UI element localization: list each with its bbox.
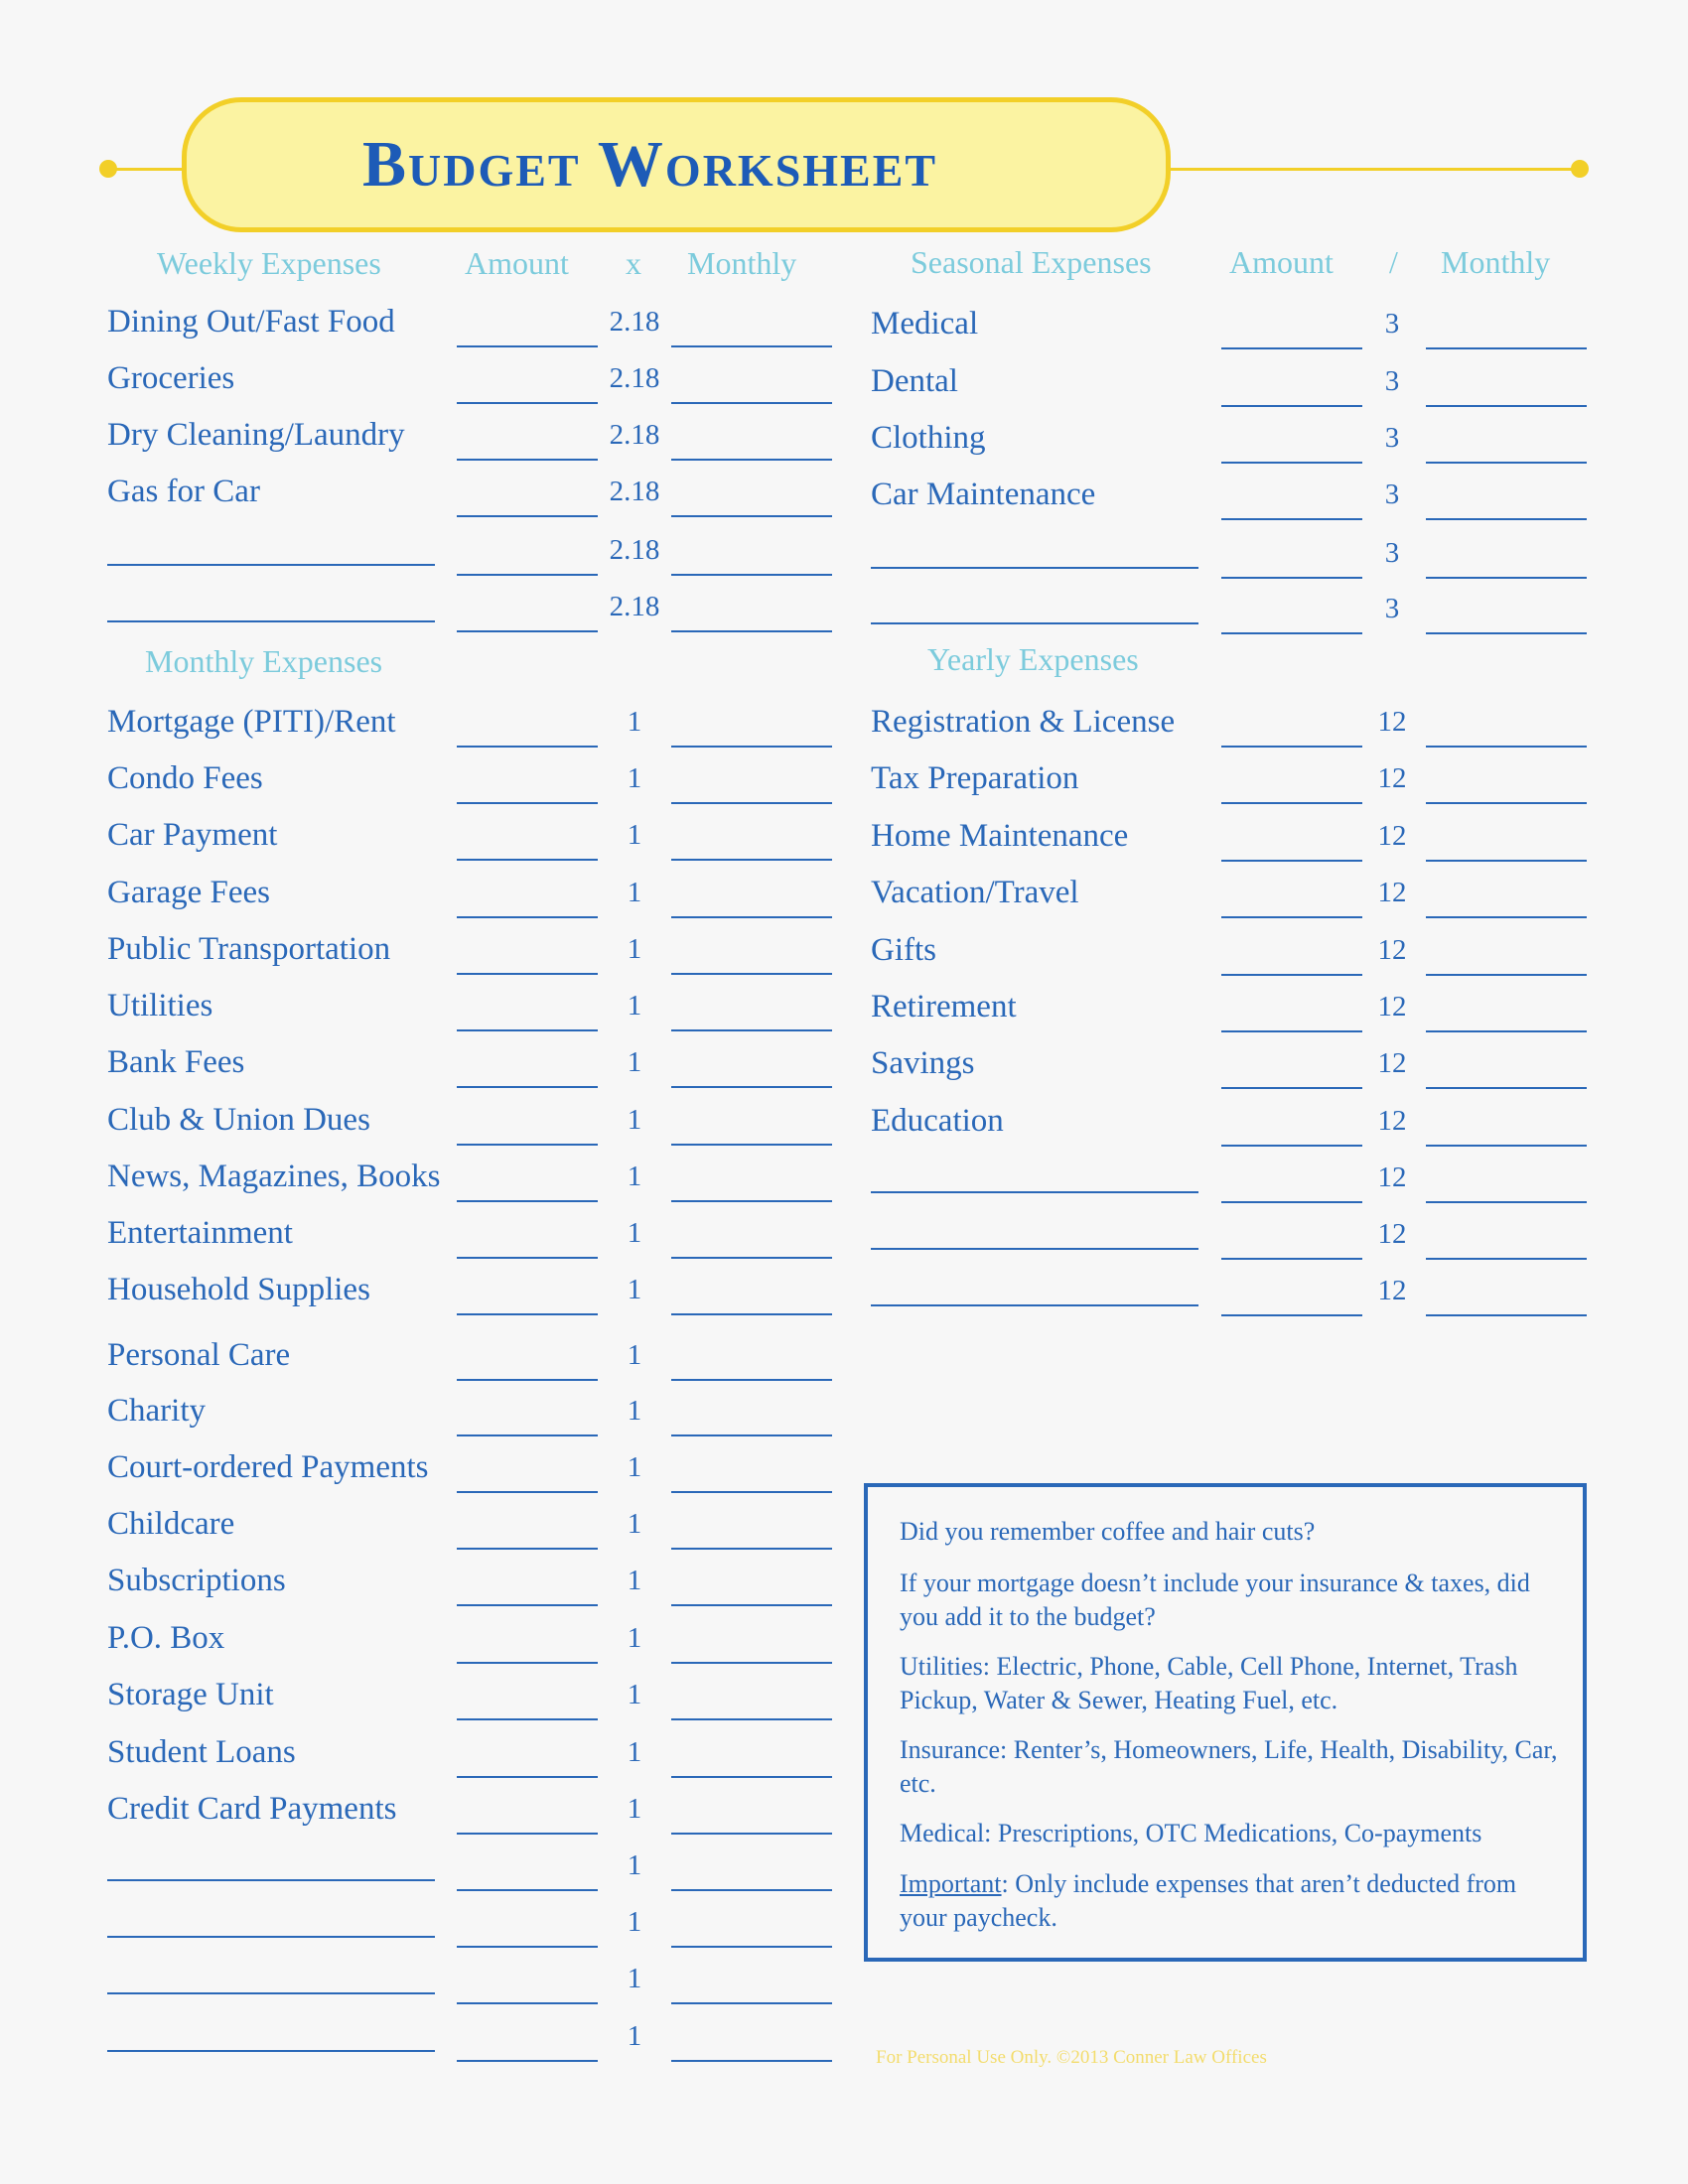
monthly-row-amount-field[interactable] [457,1604,598,1606]
weekly-row-factor: 2.18 [609,306,660,338]
monthly-row-blank-line[interactable] [107,1879,435,1881]
monthly-row-monthly-field[interactable] [671,1946,832,1948]
monthly-row-label: Childcare [107,1506,235,1542]
seasonal-row-monthly-field[interactable] [1426,577,1587,579]
monthly-row-label: Court-ordered Payments [107,1449,429,1485]
monthly-row-monthly-field[interactable] [671,1604,832,1606]
monthly-row-monthly-field[interactable] [671,1718,832,1720]
weekly-operator-heading: x [626,245,641,281]
monthly-row-factor: 1 [627,1160,642,1192]
weekly-row-monthly-field[interactable] [671,459,832,461]
seasonal-row-amount-field[interactable] [1221,632,1362,634]
tip-important [900,1867,1565,1935]
tip-medical: Medical: Prescriptions, OTC Medications, Co-payments [900,1819,1482,1847]
monthly-row-monthly-field[interactable] [671,802,832,804]
yearly-row-label: Savings [871,1045,975,1081]
monthly-row-factor: 1 [627,933,642,965]
important-text: : Only include expenses that aren’t deducted from your paycheck. [900,1869,1517,1932]
yearly-row-factor: 12 [1377,820,1407,852]
footer-copyright: For Personal Use Only. ©2013 Conner Law Offices [876,2047,1267,2068]
monthly-row-amount-field[interactable] [457,973,598,975]
monthly-row-blank-line[interactable] [107,1936,435,1938]
yearly-row-monthly-field[interactable] [1426,860,1587,862]
monthly-row-monthly-field[interactable] [671,1144,832,1146]
seasonal-operator-heading: / [1389,244,1398,280]
yearly-row-label: Retirement [871,989,1017,1024]
seasonal-row-amount-field[interactable] [1221,577,1362,579]
seasonal-amount-heading: Amount [1229,244,1334,280]
monthly-row-label: Utilities [107,988,213,1024]
monthly-row-amount-field[interactable] [457,1029,598,1031]
seasonal-row-monthly-field[interactable] [1426,518,1587,520]
seasonal-row-amount-field[interactable] [1221,518,1362,520]
monthly-row-monthly-field[interactable] [671,1833,832,1835]
monthly-row-monthly-field[interactable] [671,1776,832,1778]
yearly-row-monthly-field[interactable] [1426,1030,1587,1032]
monthly-row-monthly-field[interactable] [671,1257,832,1259]
seasonal-row-label: Dental [871,363,958,399]
yearly-row-amount-field[interactable] [1221,1201,1362,1203]
monthly-row-monthly-field[interactable] [671,2060,832,2062]
yearly-row-amount-field[interactable] [1221,974,1362,976]
weekly-row-label: Groceries [107,360,235,396]
weekly-row-label: Gas for Car [107,474,260,509]
monthly-row-monthly-field[interactable] [671,916,832,918]
seasonal-row-monthly-field[interactable] [1426,462,1587,464]
monthly-expenses-heading: Monthly Expenses [145,643,383,679]
weekly-row-label: Dry Cleaning/Laundry [107,417,405,453]
seasonal-expenses-heading: Seasonal Expenses [911,244,1152,280]
seasonal-row-label: Medical [871,306,979,341]
weekly-row-monthly-field[interactable] [671,345,832,347]
yearly-row-monthly-field[interactable] [1426,1087,1587,1089]
tip-coffee: Did you remember coffee and hair cuts? [900,1517,1316,1546]
yearly-row-factor: 12 [1377,762,1407,794]
monthly-row-amount-field[interactable] [457,2002,598,2004]
seasonal-row-label: Clothing [871,420,986,456]
monthly-row-amount-field[interactable] [457,1718,598,1720]
monthly-row-factor: 1 [627,1565,642,1596]
seasonal-row-amount-field[interactable] [1221,347,1362,349]
monthly-row-factor: 1 [627,1274,642,1305]
monthly-row-monthly-field[interactable] [671,1889,832,1891]
yearly-row-amount-field[interactable] [1221,1314,1362,1316]
monthly-row-monthly-field[interactable] [671,1086,832,1088]
yearly-row-factor: 12 [1377,1275,1407,1306]
monthly-row-label: News, Magazines, Books [107,1159,441,1194]
monthly-row-factor: 1 [627,1793,642,1825]
monthly-row-label: Condo Fees [107,760,263,796]
monthly-row-factor: 1 [627,1906,642,1938]
monthly-row-monthly-field[interactable] [671,746,832,748]
seasonal-row-blank-line[interactable] [871,622,1198,624]
monthly-row-factor: 1 [627,706,642,738]
monthly-row-amount-field[interactable] [457,1889,598,1891]
weekly-row-factor: 2.18 [609,591,660,622]
yearly-row-factor: 12 [1377,1218,1407,1250]
monthly-row-factor: 1 [627,762,642,794]
weekly-row-amount-field[interactable] [457,402,598,404]
weekly-row-amount-field[interactable] [457,515,598,517]
monthly-row-factor: 1 [627,1736,642,1768]
monthly-row-label: Student Loans [107,1734,296,1770]
monthly-row-factor: 1 [627,1622,642,1654]
monthly-row-amount-field[interactable] [457,2060,598,2062]
monthly-row-amount-field[interactable] [457,1548,598,1550]
weekly-amount-heading: Amount [465,245,569,281]
monthly-row-monthly-field[interactable] [671,2002,832,2004]
important-label: Important [900,1869,1002,1898]
monthly-row-factor: 1 [627,1046,642,1078]
monthly-row-label: Car Payment [107,817,278,853]
monthly-row-amount-field[interactable] [457,1946,598,1948]
weekly-row-factor: 2.18 [609,419,660,451]
monthly-row-monthly-field[interactable] [671,1491,832,1493]
yearly-row-monthly-field[interactable] [1426,916,1587,918]
monthly-row-monthly-field[interactable] [671,1029,832,1031]
yearly-row-amount-field[interactable] [1221,1145,1362,1147]
yearly-row-amount-field[interactable] [1221,916,1362,918]
monthly-row-factor: 1 [627,1849,642,1881]
yearly-row-monthly-field[interactable] [1426,746,1587,748]
seasonal-monthly-heading: Monthly [1441,244,1551,280]
yearly-row-factor: 12 [1377,991,1407,1023]
monthly-row-factor: 1 [627,877,642,908]
banner-dot-left [99,160,117,178]
yearly-row-monthly-field[interactable] [1426,974,1587,976]
monthly-row-label: Mortgage (PITI)/Rent [107,704,396,740]
monthly-row-monthly-field[interactable] [671,1313,832,1315]
seasonal-row-monthly-field[interactable] [1426,632,1587,634]
monthly-row-amount-field[interactable] [457,802,598,804]
yearly-row-amount-field[interactable] [1221,1030,1362,1032]
yearly-row-amount-field[interactable] [1221,1087,1362,1089]
monthly-row-blank-line[interactable] [107,1992,435,1994]
seasonal-row-factor: 3 [1384,537,1400,569]
seasonal-row-monthly-field[interactable] [1426,405,1587,407]
monthly-row-amount-field[interactable] [457,1379,598,1381]
yearly-row-monthly-field[interactable] [1426,1314,1587,1316]
yearly-row-label: Gifts [871,932,936,968]
yearly-row-monthly-field[interactable] [1426,1201,1587,1203]
seasonal-row-factor: 3 [1384,478,1400,510]
monthly-row-factor: 1 [627,1104,642,1136]
seasonal-row-label: Car Maintenance [871,477,1096,512]
monthly-row-label: Garage Fees [107,875,271,910]
monthly-row-amount-field[interactable] [457,1257,598,1259]
weekly-expenses-heading: Weekly Expenses [157,245,381,281]
monthly-row-factor: 1 [627,1963,642,1994]
monthly-row-blank-line[interactable] [107,2050,435,2052]
monthly-row-label: Subscriptions [107,1563,286,1598]
yearly-row-blank-line[interactable] [871,1191,1198,1193]
monthly-row-amount-field[interactable] [457,1833,598,1835]
reminder-box [864,1483,1587,1962]
yearly-row-monthly-field[interactable] [1426,1145,1587,1147]
weekly-row-factor: 2.18 [609,476,660,507]
monthly-row-label: Storage Unit [107,1677,274,1712]
monthly-row-amount-field[interactable] [457,1313,598,1315]
monthly-row-factor: 1 [627,1508,642,1540]
monthly-row-monthly-field[interactable] [671,973,832,975]
monthly-row-amount-field[interactable] [457,1144,598,1146]
monthly-row-label: Bank Fees [107,1044,245,1080]
monthly-row-factor: 1 [627,819,642,851]
yearly-row-blank-line[interactable] [871,1304,1198,1306]
yearly-row-factor: 12 [1377,1161,1407,1193]
yearly-row-monthly-field[interactable] [1426,1258,1587,1260]
monthly-row-factor: 1 [627,1679,642,1710]
tip-insurance: Insurance: Renter’s, Homeowners, Life, Health, Disability, Car, etc. [900,1735,1558,1798]
monthly-row-label: Charity [107,1393,206,1429]
weekly-row-blank-line[interactable] [107,620,435,622]
seasonal-row-blank-line[interactable] [871,567,1198,569]
weekly-row-factor: 2.18 [609,362,660,394]
page-title: Budget Worksheet [362,128,938,201]
yearly-row-label: Vacation/Travel [871,875,1079,910]
monthly-row-amount-field[interactable] [457,916,598,918]
seasonal-row-factor: 3 [1384,365,1400,397]
monthly-row-factor: 1 [627,1339,642,1371]
yearly-row-factor: 12 [1377,1105,1407,1137]
yearly-row-amount-field[interactable] [1221,1258,1362,1260]
seasonal-row-factor: 3 [1384,422,1400,454]
weekly-row-blank-line[interactable] [107,564,435,566]
weekly-row-amount-field[interactable] [457,630,598,632]
weekly-row-monthly-field[interactable] [671,402,832,404]
banner-rule-right [1166,168,1581,171]
yearly-row-monthly-field[interactable] [1426,802,1587,804]
yearly-row-factor: 12 [1377,934,1407,966]
monthly-row-monthly-field[interactable] [671,1434,832,1436]
seasonal-row-amount-field[interactable] [1221,405,1362,407]
monthly-row-label: Entertainment [107,1215,293,1251]
yearly-row-label: Tax Preparation [871,760,1079,796]
monthly-row-label: Personal Care [107,1337,291,1373]
monthly-row-factor: 1 [627,1217,642,1249]
monthly-row-amount-field[interactable] [457,1776,598,1778]
seasonal-row-amount-field[interactable] [1221,462,1362,464]
seasonal-row-factor: 3 [1384,308,1400,340]
tip-utilities: Utilities: Electric, Phone, Cable, Cell Phone, Internet, Trash Pickup, Water & Sewer, Heating Fuel, etc. [900,1652,1518,1714]
yearly-row-label: Home Maintenance [871,818,1129,854]
yearly-row-factor: 12 [1377,1047,1407,1079]
seasonal-row-monthly-field[interactable] [1426,347,1587,349]
tip-mortgage: If your mortgage doesn’t include your insurance & taxes, did you add it to the budget? [900,1569,1530,1631]
yearly-row-amount-field[interactable] [1221,746,1362,748]
monthly-row-label: Household Supplies [107,1272,370,1307]
monthly-row-monthly-field[interactable] [671,1200,832,1202]
seasonal-row-factor: 3 [1384,593,1400,624]
monthly-row-amount-field[interactable] [457,746,598,748]
monthly-row-amount-field[interactable] [457,1086,598,1088]
monthly-row-amount-field[interactable] [457,1434,598,1436]
monthly-row-monthly-field[interactable] [671,1662,832,1664]
monthly-row-monthly-field[interactable] [671,1548,832,1550]
yearly-row-amount-field[interactable] [1221,802,1362,804]
yearly-row-label: Registration & License [871,704,1176,740]
yearly-row-amount-field[interactable] [1221,860,1362,862]
monthly-row-label: P.O. Box [107,1620,225,1656]
weekly-row-monthly-field[interactable] [671,630,832,632]
yearly-row-blank-line[interactable] [871,1248,1198,1250]
weekly-row-factor: 2.18 [609,534,660,566]
yearly-expenses-heading: Yearly Expenses [927,641,1139,677]
banner-dot-right [1571,160,1589,178]
monthly-row-amount-field[interactable] [457,859,598,861]
monthly-row-amount-field[interactable] [457,1662,598,1664]
monthly-row-factor: 1 [627,1395,642,1427]
monthly-row-amount-field[interactable] [457,1200,598,1202]
weekly-row-monthly-field[interactable] [671,515,832,517]
monthly-row-factor: 1 [627,2020,642,2052]
weekly-row-monthly-field[interactable] [671,574,832,576]
monthly-row-monthly-field[interactable] [671,859,832,861]
monthly-row-label: Club & Union Dues [107,1102,370,1138]
banner-rule-left [107,168,187,171]
weekly-row-amount-field[interactable] [457,459,598,461]
monthly-row-amount-field[interactable] [457,1491,598,1493]
monthly-row-factor: 1 [627,1451,642,1483]
weekly-row-label: Dining Out/Fast Food [107,304,395,340]
monthly-row-factor: 1 [627,990,642,1022]
weekly-row-amount-field[interactable] [457,574,598,576]
yearly-row-factor: 12 [1377,706,1407,738]
weekly-monthly-heading: Monthly [687,245,797,281]
monthly-row-label: Credit Card Payments [107,1791,397,1827]
yearly-row-label: Education [871,1103,1004,1139]
yearly-row-factor: 12 [1377,877,1407,908]
weekly-row-amount-field[interactable] [457,345,598,347]
monthly-row-label: Public Transportation [107,931,391,967]
monthly-row-monthly-field[interactable] [671,1379,832,1381]
